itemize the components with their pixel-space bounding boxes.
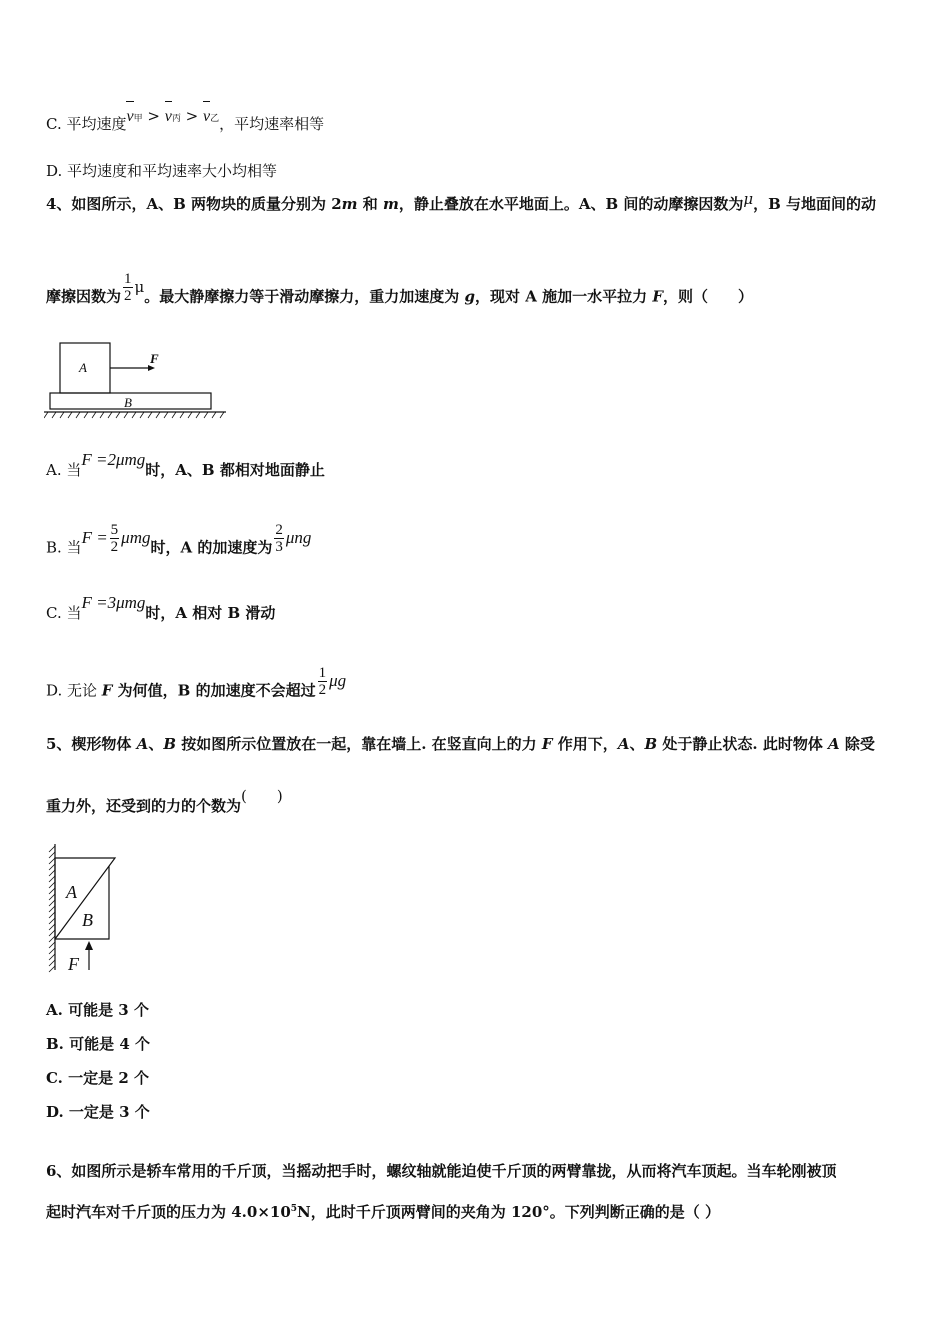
label-a: A xyxy=(66,882,77,902)
q3-option-c: C. 平均速度v甲 > v丙 > v乙，平均速率相等 xyxy=(46,107,325,133)
q5-stem-line1: 5、楔形物体 A、B 按如图所示位置放在一起，靠在墙上. 在竖直向上的力 F 作用下，A、B 处于静止状态. 此时物体 A 除受 xyxy=(46,735,875,753)
q4-stem-line2: 摩擦因数为 $\frac{1}{2}$ μ。最大静摩擦力等于滑动摩擦力，重力加速度为 g，现对 A 施加一水平拉力 F，则（ ） xyxy=(46,271,753,306)
v-bing-symbol: v丙 xyxy=(164,108,181,125)
q4-option-a: A. 当F =2μmg时，A、B 都相对地面静止 xyxy=(46,450,325,479)
q4-option-b: B. 当F = $\frac{5}{2}$ μmg时，A 的加速度为 $\frac{2}{3}$ μng xyxy=(46,522,312,557)
q4-block-figure xyxy=(44,338,230,420)
ground-hatching xyxy=(44,412,224,418)
one-half-fraction: $\frac{1}{2}$ xyxy=(124,271,132,304)
q6-stem-line1: 6、如图所示是轿车常用的千斤顶，当摇动把手时，螺纹轴就能迫使千斤顶的两臂靠拢，从而将汽车顶起。当车轮刚被顶 xyxy=(46,1162,837,1180)
q5-option-a: A. 可能是 3 个 xyxy=(46,1001,149,1019)
label-a: A xyxy=(79,360,87,375)
label-b: B xyxy=(124,395,132,410)
q5-option-b: B. 可能是 4 个 xyxy=(46,1035,151,1053)
two-thirds-fraction: $\frac{2}{3}$ xyxy=(275,522,283,555)
q4-stem-line1: 4、如图所示，A、B 两物块的质量分别为 2m 和 m，静止叠放在水平地面上。A、B 间的动摩擦因数为μ，B 与地面间的动 xyxy=(46,190,877,213)
q3-option-d: D. 平均速度和平均速率大小均相等 xyxy=(46,162,278,180)
q5-option-c: C. 一定是 2 个 xyxy=(46,1069,150,1087)
greater-than-1: > xyxy=(147,107,160,125)
wall-hatching xyxy=(49,846,55,972)
force-arrow-head xyxy=(85,941,93,950)
one-half-fraction-2: $\frac{1}{2}$ xyxy=(318,665,327,698)
label-b: B xyxy=(82,910,93,930)
label-f: F xyxy=(68,954,79,974)
q6-stem-line2: 起时汽车对千斤顶的压力为 $4.0\times 10^5N$，此时千斤顶两臂间的夹角为 120°。下列判断正确的是（ ） xyxy=(46,1203,721,1221)
q4-option-c: C. 当F =3μmg时，A 相对 B 滑动 xyxy=(46,593,276,622)
v-jia-symbol: v甲 xyxy=(126,108,143,125)
q5-stem-line2: 重力外，还受到的力的个数为( ) xyxy=(46,787,283,815)
mu-symbol: μ xyxy=(743,190,754,208)
label-f: F xyxy=(150,351,159,366)
v-yi-symbol: v乙 xyxy=(203,108,220,125)
q4-option-d: D. 无论 F 为何值，B 的加速度不会超过 $\frac{1}{2}$ μg xyxy=(46,665,347,700)
q5-wedge-figure xyxy=(44,842,124,974)
greater-than-2: > xyxy=(185,107,199,125)
q5-option-d: D. 一定是 3 个 xyxy=(46,1103,150,1121)
five-halves-fraction: $\frac{5}{2}$ xyxy=(110,522,119,555)
